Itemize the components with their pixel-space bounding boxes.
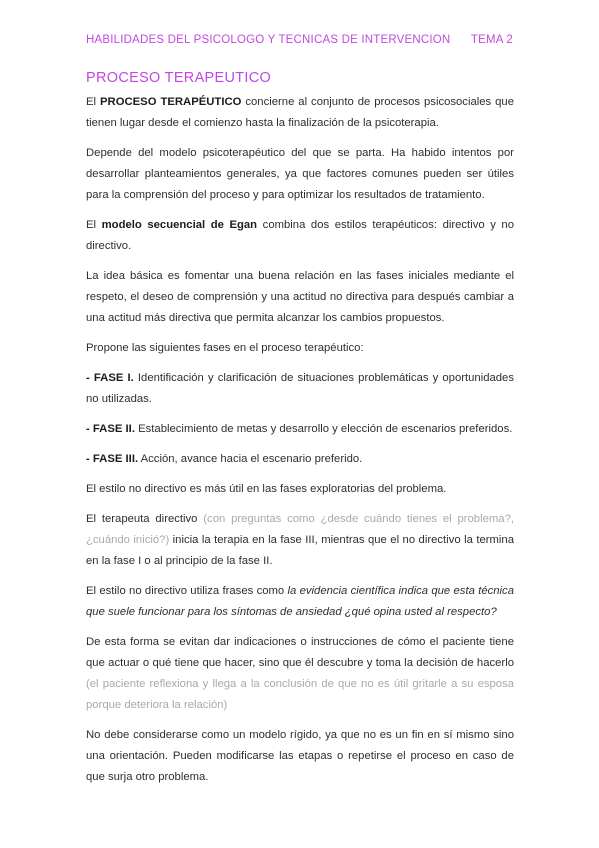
text-run: combina dos estilos terapéuticos: directivo y no directivo. (86, 219, 514, 252)
paragraph-basic-idea: La idea básica es fomentar una buena relación en las fases iniciales mediante el respeto, el deseo de comprensión y una actitud no directiva para después cambiar a una actitud más directiva que permita alcanzar los cambios propuestos. (86, 270, 514, 324)
text-run: concierne al conjunto de procesos psicosociales que tienen lugar desde el comienzo hasta la finalización de la psicoterapia. (86, 96, 514, 129)
phase-3 (86, 449, 514, 470)
paragraph-egan-model (86, 215, 514, 257)
grey-example: (el paciente reflexiona y llega a la conclusión de que no es útil gritarle a su esposa porque deteriora la relación) (86, 678, 514, 711)
paragraph-nondirective-phrases (86, 581, 514, 623)
text-run: El estilo no directivo utiliza frases como (86, 585, 288, 597)
paragraph-phases-intro: Propone las siguientes fases en el proceso terapéutico: (86, 342, 364, 354)
text-run: De esta forma se evitan dar indicaciones o instrucciones de cómo el paciente tiene que actuar o qué tiene que hacer, sino que él descubre y toma la decisión de hacerlo (86, 636, 514, 669)
paragraph-avoid-instructions (86, 632, 514, 716)
phase-label: - FASE II. (86, 423, 135, 435)
phase-label: - FASE I. (86, 372, 134, 384)
text-run: El terapeuta directivo (86, 513, 204, 525)
phase-2 (86, 419, 514, 440)
text-run: El (86, 219, 102, 231)
page-header (86, 34, 513, 46)
header-topic: TEMA 2 (470, 34, 513, 46)
text-run: El (86, 96, 100, 108)
grey-example: (con preguntas como ¿desde cuándo tienes el problema?, ¿cuándo inició?) (86, 513, 514, 546)
header-title: HABILIDADES DEL PSICOLOGO Y TECNICAS DE INTERVENCION (86, 34, 451, 46)
italic-example: la evidencia científica indica que esta técnica que suele funcionar para los síntomas de ansiedad ¿qué opina usted al respecto? (86, 585, 514, 618)
text-run: inicia la terapia en la fase III, mientras que el no directivo la termina en la fase I o al principio de la fase II. (86, 534, 515, 567)
bold-term: modelo secuencial de Egan (101, 219, 258, 231)
paragraph-directive-therapist (86, 509, 514, 572)
phase-text: Acción, avance hacia el escenario preferido. (138, 453, 363, 465)
phase-text: Identificación y clarificación de situaciones problemáticas y oportunidades no utilizadas. (86, 372, 514, 405)
paragraph-nondirective-use: El estilo no directivo es más útil en las fases exploratorias del problema. (86, 483, 447, 495)
paragraph-definition (86, 92, 514, 134)
bold-term: PROCESO TERAPÉUTICO (100, 96, 242, 108)
phase-1 (86, 368, 514, 410)
paragraph-model-dependence: Depende del modelo psicoterapéutico del que se parta. Ha habido intentos por desarrollar planteamientos generales, ya que factores comunes pueden ser útiles para la comprensión del proceso y para optimizar los resultados de tratamiento. (86, 147, 514, 201)
section-title: PROCESO TERAPEUTICO (86, 70, 272, 86)
phase-label: - FASE III. (86, 453, 139, 465)
paragraph-not-rigid: No debe considerarse como un modelo rígido, ya que no es un fin en sí mismo sino una orientación. Pueden modificarse las etapas o repetirse el proceso en caso de que surja otro problema. (86, 729, 514, 783)
page-content (86, 70, 514, 797)
phase-text: Establecimiento de metas y desarrollo y elección de escenarios preferidos. (134, 423, 513, 435)
